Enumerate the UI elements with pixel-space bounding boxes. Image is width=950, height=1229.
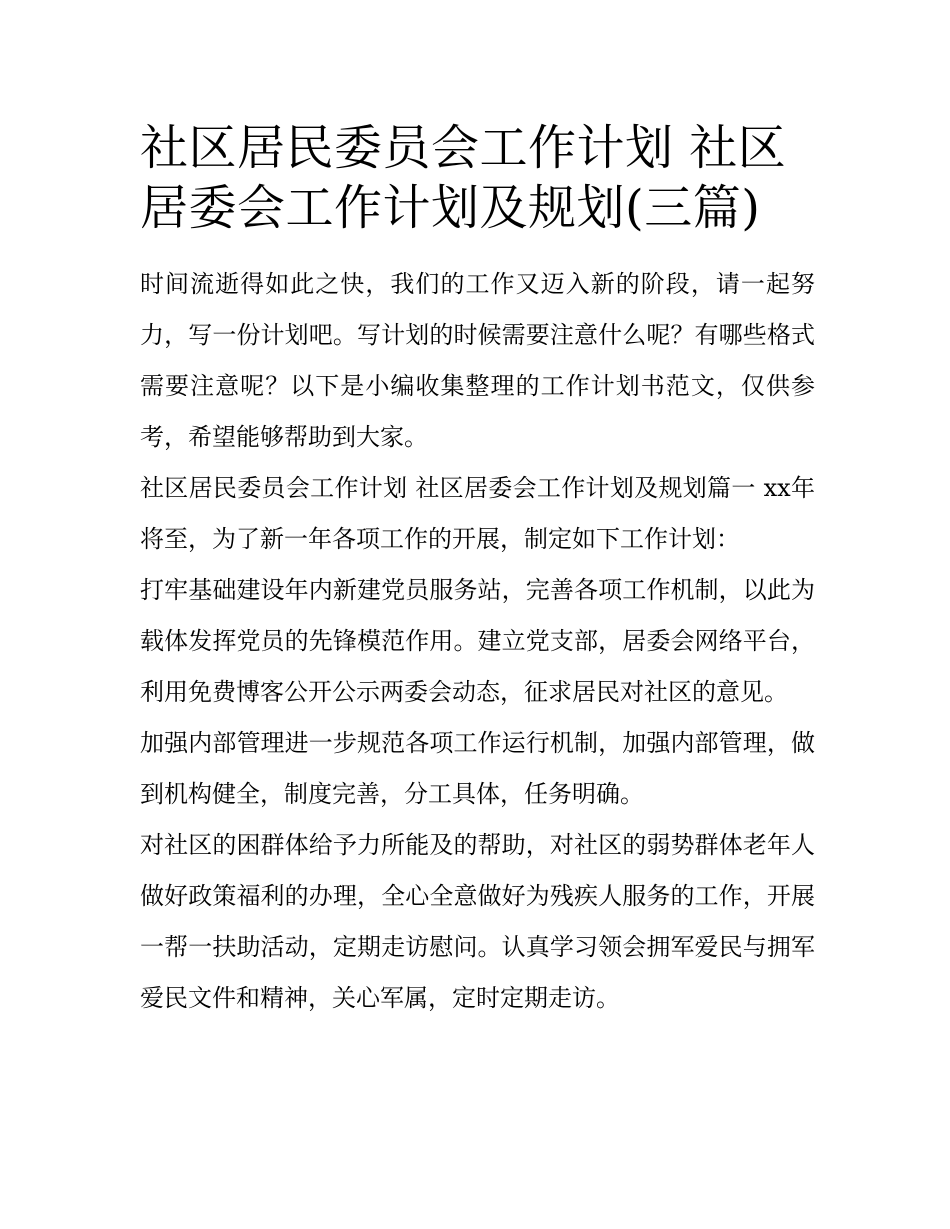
paragraph-assistance: 对社区的困群体给予力所能及的帮助，对社区的弱势群体老年人做好政策福利的办理，全心全意做好为残疾人服务的工作，开展一帮一扶助活动，定期走访慰问。认真学习领会拥军爱民与拥军爱民文件和精神，关心军属，定时定期走访。: [140, 831, 815, 1012]
document-body: [140, 118, 815, 1024]
paragraph-intro: 时间流逝得如此之快，我们的工作又迈入新的阶段，请一起努力，写一份计划吧。写计划的时候需要注意什么呢？有哪些格式需要注意呢？以下是小编收集整理的工作计划书范文，仅供参考，希望能够帮助到大家。: [140, 270, 815, 451]
paragraph-plan-heading: 社区居民委员会工作计划 社区居委会工作计划及规划篇一 xx年将至，为了新一年各项工作的开展，制定如下工作计划：: [140, 474, 815, 553]
document-title: 社区居民委员会工作计划 社区居委会工作计划及规划(三篇): [140, 120, 787, 236]
paragraph-management: 加强内部管理进一步规范各项工作运行机制，加强内部管理，做到机构健全，制度完善，分工具体，任务明确。: [140, 729, 815, 808]
paragraph-foundation: 打牢基础建设年内新建党员服务站，完善各项工作机制，以此为载体发挥党员的先锋模范作用。建立党支部，居委会网络平台，利用免费博客公开公示两委会动态，征求居民对社区的意见。: [140, 576, 815, 706]
